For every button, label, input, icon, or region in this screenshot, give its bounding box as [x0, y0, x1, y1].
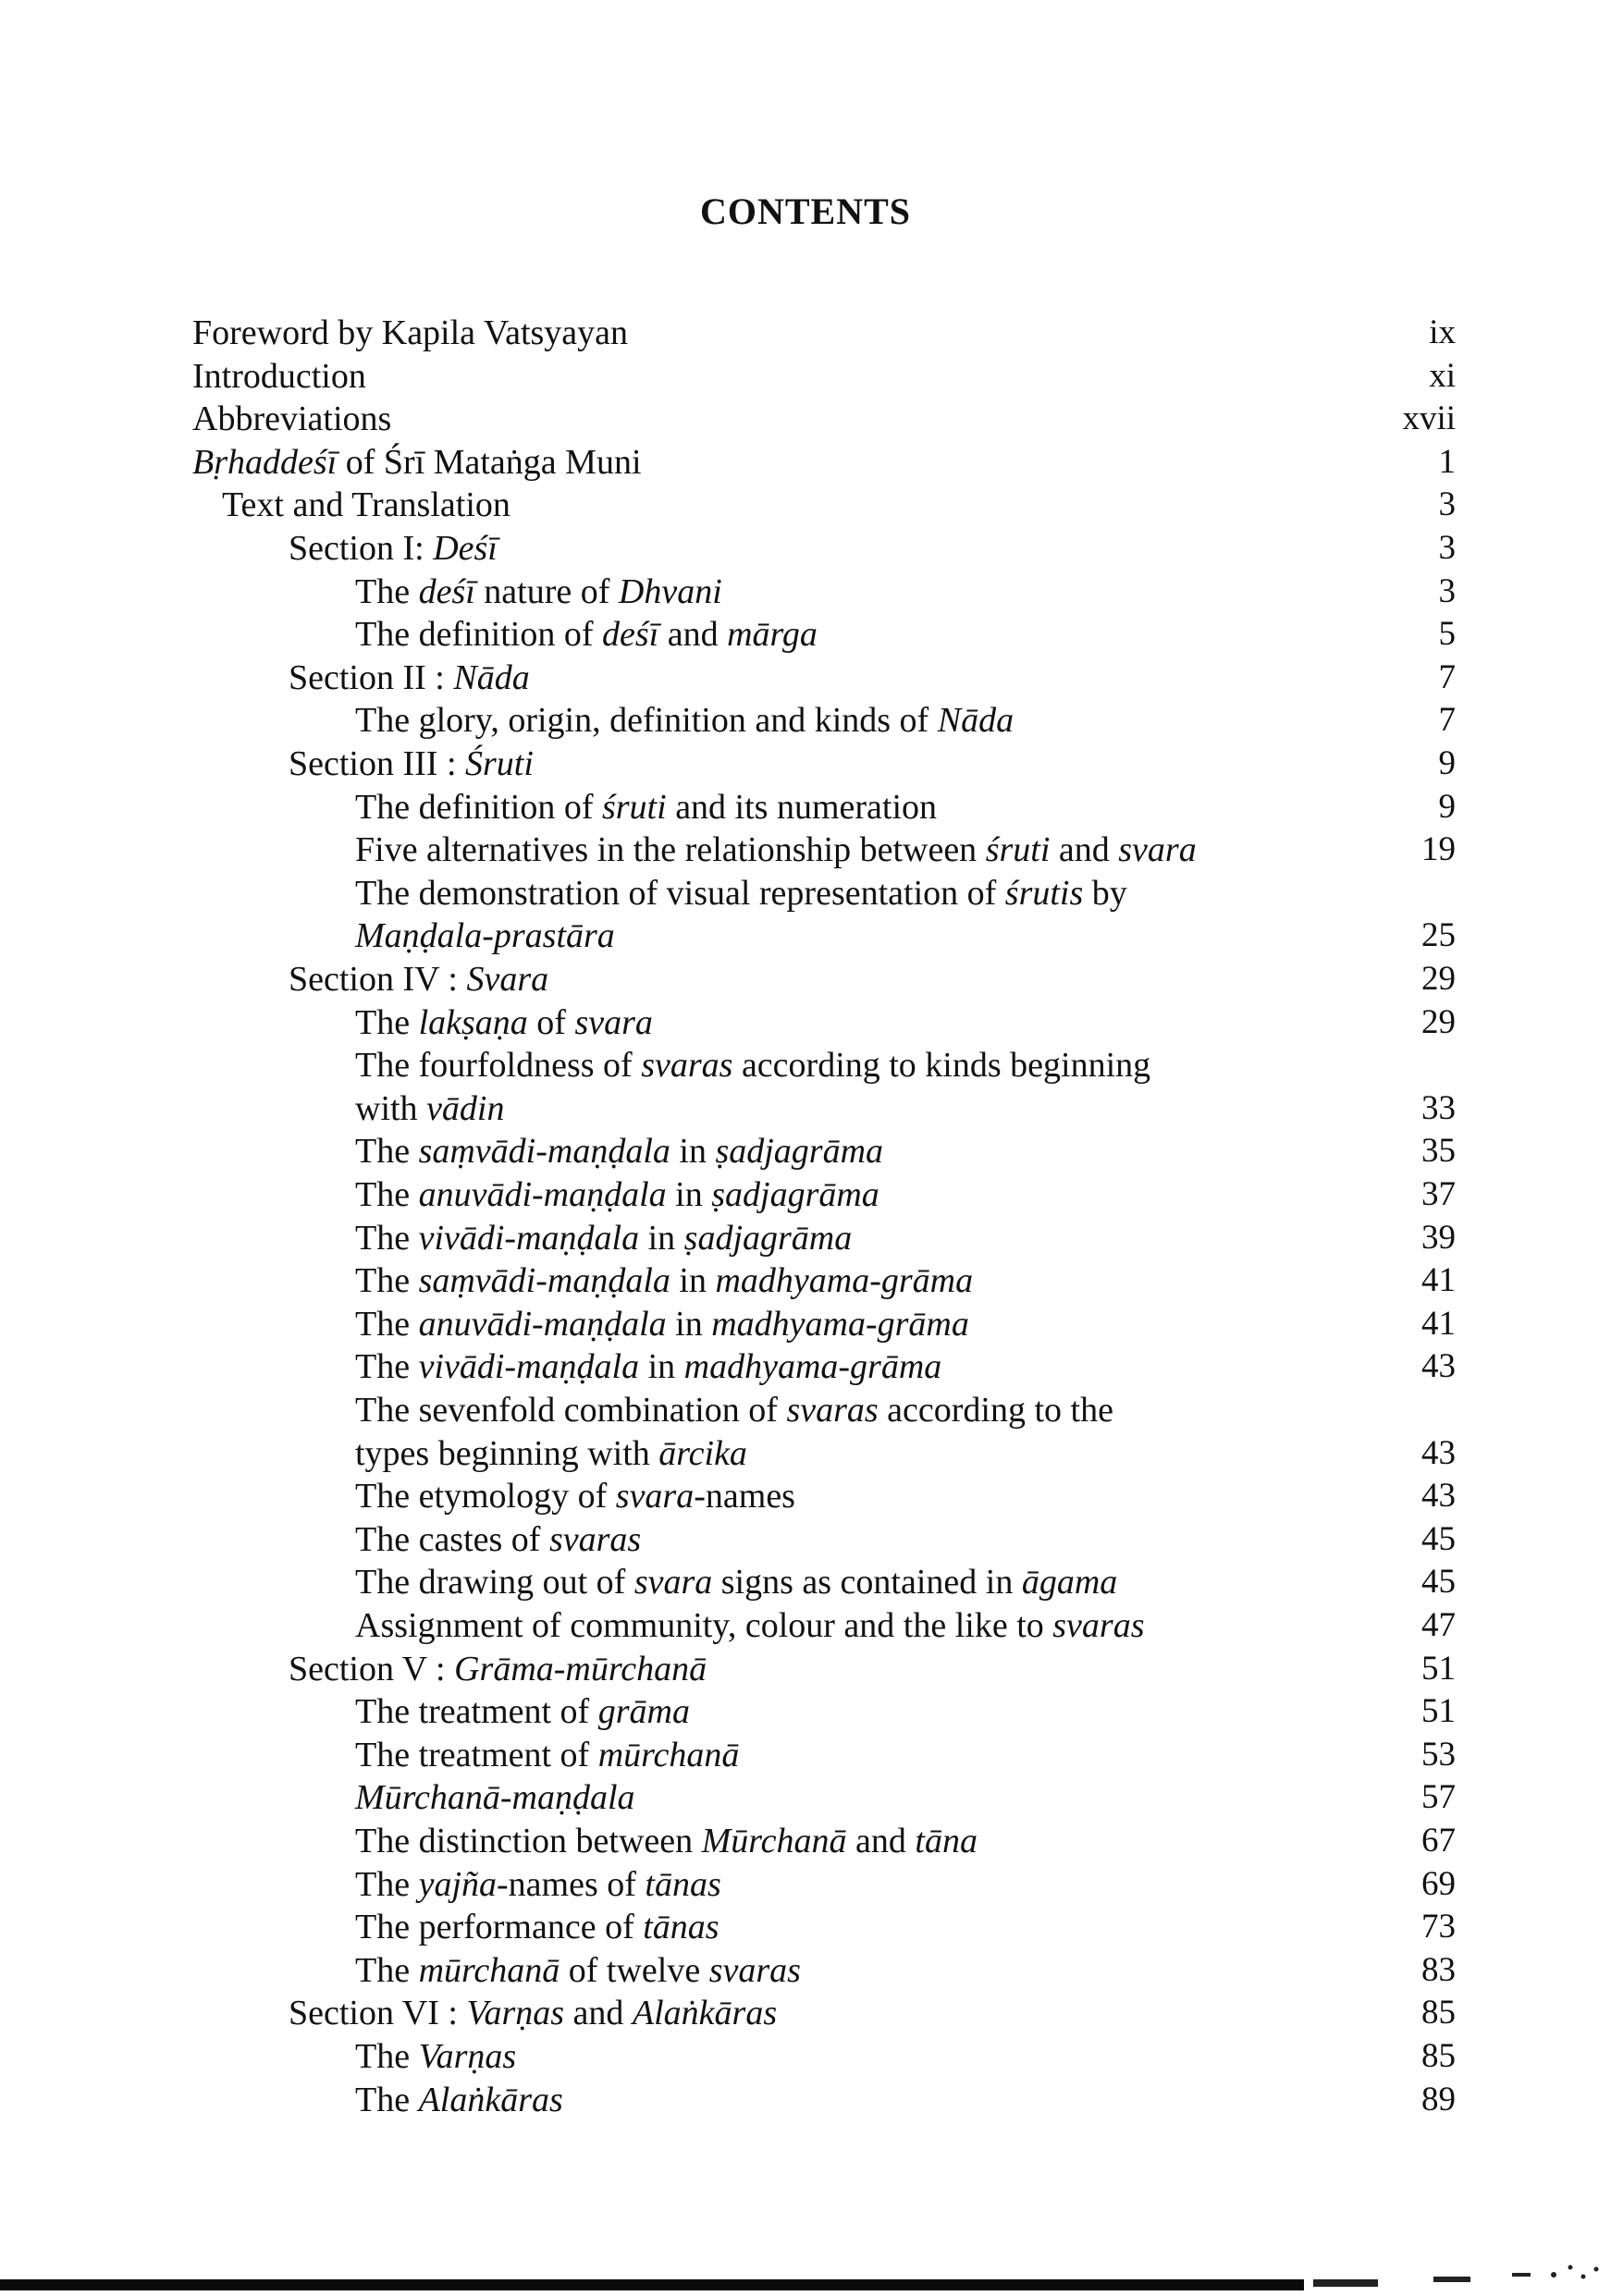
- toc-text: The: [355, 2037, 419, 2076]
- toc-text: The sevenfold combination of: [355, 1391, 787, 1430]
- toc-italic-term: svara: [574, 1003, 653, 1042]
- toc-page-number: 69: [1421, 1865, 1456, 1903]
- toc-page-number: 83: [1421, 1951, 1456, 1989]
- toc-entry: [0, 441, 1611, 484]
- toc-entry: [0, 958, 1611, 1001]
- toc-entry-title: [355, 571, 722, 613]
- toc-text: and: [564, 1994, 633, 2032]
- toc-page-number: 3: [1438, 485, 1456, 523]
- toc-entry: [0, 1863, 1611, 1906]
- toc-page-number: 43: [1421, 1347, 1456, 1385]
- toc-entry: [0, 484, 1611, 526]
- toc-italic-term: anuvādi-maṇḍala: [418, 1175, 667, 1214]
- toc-page-number: 7: [1438, 701, 1456, 739]
- toc-italic-term: tānas: [643, 1908, 719, 1946]
- toc-entry-title: [355, 1820, 978, 1862]
- toc-page-number: 43: [1421, 1477, 1456, 1515]
- toc-entry: [0, 1173, 1611, 1216]
- toc-italic-term: Nāda: [937, 701, 1015, 740]
- toc-text: Section II :: [289, 658, 454, 697]
- toc-text: with: [355, 1089, 427, 1128]
- toc-italic-term: śrutis: [1004, 874, 1084, 913]
- toc-entry-title: [355, 786, 937, 829]
- toc-italic-term: ṣadjagrāma: [715, 1132, 884, 1171]
- toc-entry-title: [355, 1259, 973, 1302]
- toc-text: Introduction: [192, 357, 366, 396]
- toc-entry: [0, 657, 1611, 699]
- toc-text: The: [355, 1347, 419, 1386]
- toc-entry-title: [355, 613, 818, 656]
- toc-entry: [0, 1992, 1611, 2034]
- toc-entry: [0, 829, 1611, 871]
- toc-entry: [0, 1734, 1611, 1776]
- toc-page-number: 73: [1421, 1908, 1456, 1946]
- toc-entry-title: [355, 829, 1197, 871]
- toc-entry-title: [355, 2079, 563, 2121]
- toc-text: The: [355, 1261, 419, 1300]
- toc-text: by: [1083, 874, 1127, 913]
- toc-entry-title: [289, 743, 534, 785]
- toc-italic-term: ṣadjagrāma: [683, 1219, 853, 1258]
- toc-text: Section V :: [289, 1650, 455, 1688]
- toc-page-number: 7: [1438, 658, 1456, 696]
- toc-entry-title: [355, 1432, 747, 1475]
- toc-italic-term: Varṇas: [466, 1994, 565, 2032]
- toc-entry: [0, 1690, 1611, 1733]
- toc-entry: [0, 355, 1611, 398]
- toc-entry-title: [192, 312, 628, 354]
- toc-entry: [0, 1044, 1611, 1087]
- toc-italic-term: tānas: [645, 1865, 721, 1904]
- toc-text: according to the: [878, 1391, 1113, 1430]
- toc-entry: [0, 1949, 1611, 1992]
- toc-italic-term: svaras: [641, 1046, 733, 1085]
- toc-text: The distinction between: [355, 1822, 702, 1860]
- toc-text: in: [639, 1347, 684, 1386]
- toc-entry: [0, 786, 1611, 829]
- toc-text: in: [670, 1261, 716, 1300]
- toc-italic-term: Mūrchanā: [701, 1822, 847, 1860]
- toc-entry: [0, 1776, 1611, 1819]
- toc-entry: [0, 1432, 1611, 1475]
- toc-page-number: 53: [1421, 1736, 1456, 1774]
- toc-text: types beginning with: [355, 1434, 659, 1473]
- toc-italic-term: grāma: [597, 1692, 690, 1731]
- toc-text: of: [527, 1003, 575, 1042]
- toc-entry: [0, 1648, 1611, 1690]
- toc-italic-term: saṃvādi-maṇḍala: [418, 1261, 670, 1300]
- toc-page-number: 45: [1421, 1520, 1456, 1558]
- toc-entry-title: [355, 1949, 801, 1992]
- toc-italic-term: vivādi-maṇḍala: [418, 1219, 640, 1258]
- toc-entry-title: [355, 915, 615, 957]
- toc-text: The etymology of: [355, 1477, 616, 1516]
- toc-page-number: xi: [1429, 357, 1456, 395]
- toc-entry-title: [355, 1734, 739, 1776]
- toc-entry-title: [355, 1044, 1150, 1087]
- toc-italic-term: deśī: [418, 572, 475, 611]
- toc-entry-title: [355, 1345, 941, 1388]
- toc-entry-title: [192, 355, 366, 398]
- toc-italic-term: āgama: [1021, 1563, 1118, 1602]
- toc-text: in: [639, 1219, 684, 1258]
- toc-page-number: 85: [1421, 2037, 1456, 2075]
- bottom-rule: [0, 2279, 1304, 2290]
- toc-text: The castes of: [355, 1520, 549, 1559]
- toc-italic-term: svaras: [708, 1951, 801, 1990]
- toc-italic-term: svaras: [786, 1391, 879, 1430]
- toc-page-number: 47: [1421, 1606, 1456, 1644]
- toc-text: The treatment of: [355, 1736, 598, 1774]
- toc-text: of twelve: [560, 1951, 709, 1990]
- toc-entry-title: [289, 1648, 707, 1690]
- toc-entry: [0, 613, 1611, 656]
- toc-page-number: 89: [1421, 2081, 1456, 2118]
- toc-italic-term: svaras: [548, 1520, 642, 1559]
- toc-italic-term: Grāma-mūrchanā: [454, 1650, 707, 1688]
- toc-italic-term: deśī: [601, 615, 659, 654]
- toc-italic-term: vivādi-maṇḍala: [418, 1347, 640, 1386]
- toc-entry-title: [355, 1776, 635, 1819]
- toc-italic-term: svaras: [1052, 1606, 1145, 1645]
- toc-text: in: [666, 1175, 712, 1214]
- toc-entry-title: [355, 1087, 505, 1130]
- toc-text: The: [355, 1951, 419, 1990]
- toc-italic-term: svara: [1118, 830, 1197, 869]
- toc-page-number: 33: [1421, 1089, 1456, 1127]
- toc-italic-term: Alaṅkāras: [632, 1994, 778, 2032]
- toc-text: The: [355, 1865, 419, 1904]
- toc-italic-term: Deśī: [433, 529, 498, 568]
- toc-italic-term: Nāda: [453, 658, 530, 697]
- toc-entry: [0, 1087, 1611, 1130]
- toc-italic-term: vādin: [426, 1089, 505, 1128]
- toc-text: The demonstration of visual representation of: [355, 874, 1005, 913]
- toc-entry: [0, 1475, 1611, 1517]
- toc-text: -names: [694, 1477, 795, 1516]
- toc-italic-term: Mūrchanā-maṇḍala: [355, 1778, 635, 1817]
- toc-entry: [0, 915, 1611, 957]
- toc-italic-term: anuvādi-maṇḍala: [418, 1305, 667, 1344]
- toc-italic-term: mārga: [727, 615, 818, 654]
- toc-text: Section IV :: [289, 960, 467, 999]
- toc-entry-title: [355, 1863, 721, 1906]
- toc-page-number: 57: [1421, 1778, 1456, 1816]
- toc-text: Section III :: [289, 744, 466, 783]
- toc-text: Abbreviations: [192, 399, 392, 438]
- toc-entry: [0, 1217, 1611, 1259]
- toc-entry-title: [355, 2035, 516, 2078]
- toc-page-number: 37: [1421, 1175, 1456, 1213]
- toc-page-number: 1: [1438, 443, 1456, 481]
- toc-entry: [0, 1389, 1611, 1431]
- toc-text: Assignment of community, colour and the like to: [355, 1606, 1053, 1645]
- toc-entry: [0, 872, 1611, 915]
- toc-text: -names of: [497, 1865, 646, 1904]
- toc-entry: [0, 1906, 1611, 1948]
- toc-entry: [0, 1345, 1611, 1388]
- toc-italic-term: ṣadjagrāma: [711, 1175, 879, 1214]
- toc-entry-title: [355, 1217, 852, 1259]
- toc-page-number: 25: [1421, 916, 1456, 954]
- toc-entry: [0, 1130, 1611, 1173]
- toc-page-number: 51: [1421, 1650, 1456, 1688]
- toc-page-number: 43: [1421, 1434, 1456, 1472]
- toc-text: The: [355, 572, 419, 611]
- toc-text: and: [846, 1822, 916, 1860]
- toc-italic-term: svara: [633, 1563, 713, 1602]
- toc-text: in: [666, 1305, 712, 1344]
- toc-text: of Śrī Mataṅga Muni: [337, 443, 642, 482]
- toc-entry: [0, 1259, 1611, 1302]
- toc-text: The definition of: [355, 615, 602, 654]
- toc-entry-title: [222, 484, 510, 526]
- toc-entry: [0, 527, 1611, 570]
- toc-page-number: 29: [1421, 1003, 1456, 1041]
- toc-entry: [0, 699, 1611, 742]
- toc-page-number: 41: [1421, 1305, 1456, 1343]
- toc-text: signs as contained in: [712, 1563, 1022, 1602]
- toc-entry-title: [355, 1389, 1113, 1431]
- toc-text: in: [670, 1132, 716, 1171]
- toc-entry-title: [289, 1992, 777, 2034]
- toc-text: according to kinds beginning: [732, 1046, 1151, 1085]
- toc-entry-title: [355, 1303, 969, 1345]
- toc-entry-title: [355, 699, 1014, 742]
- toc-italic-term: mūrchanā: [418, 1951, 560, 1990]
- toc-italic-term: lakṣaṇa: [418, 1003, 528, 1042]
- toc-page-number: 3: [1438, 572, 1456, 610]
- toc-italic-term: yajña: [418, 1865, 498, 1904]
- toc-entry: [0, 2079, 1611, 2121]
- toc-entry: [0, 743, 1611, 785]
- toc-page-number: 85: [1421, 1994, 1456, 2032]
- toc-entry: [0, 1604, 1611, 1647]
- toc-text: The: [355, 1003, 419, 1042]
- toc-text: The definition of: [355, 788, 602, 827]
- toc-entry-title: [355, 1475, 795, 1517]
- toc-entry: [0, 571, 1611, 613]
- toc-entry-title: [355, 1604, 1144, 1647]
- toc-entry-title: [355, 1561, 1117, 1603]
- toc-entry: [0, 1518, 1611, 1561]
- toc-text: Five alternatives in the relationship between: [355, 830, 986, 869]
- toc-italic-term: śruti: [601, 788, 667, 827]
- toc-italic-term: Alaṅkāras: [418, 2081, 563, 2119]
- toc-text: Foreword by Kapila Vatsyayan: [192, 313, 629, 352]
- toc-page-number: 45: [1421, 1563, 1456, 1601]
- toc-entry-title: [289, 657, 530, 699]
- toc-italic-term: ārcika: [658, 1434, 747, 1473]
- toc-text: The treatment of: [355, 1692, 598, 1731]
- toc-italic-term: Maṇḍala-prastāra: [355, 916, 615, 955]
- toc-italic-term: Dhvani: [618, 572, 722, 611]
- toc-italic-term: svara: [615, 1477, 695, 1516]
- toc-entry: [0, 1303, 1611, 1345]
- toc-page-number: 67: [1421, 1822, 1456, 1860]
- toc-entry-title: [355, 1906, 719, 1948]
- toc-entry-title: [355, 1690, 690, 1733]
- toc-italic-term: saṃvādi-maṇḍala: [418, 1132, 670, 1171]
- toc-entry: [0, 2035, 1611, 2078]
- toc-entry-title: [289, 958, 548, 1001]
- toc-entry: [0, 1561, 1611, 1603]
- toc-entry-title: [192, 441, 642, 484]
- toc-page-number: 35: [1421, 1132, 1456, 1170]
- toc-italic-term: śruti: [985, 830, 1051, 869]
- toc-text: and its numeration: [666, 788, 938, 827]
- toc-page-number: 41: [1421, 1261, 1456, 1299]
- toc-entry: [0, 398, 1611, 440]
- toc-italic-term: madhyama-grāma: [683, 1347, 942, 1386]
- toc-page-number: 19: [1421, 830, 1456, 868]
- page-title: CONTENTS: [699, 190, 912, 232]
- toc-page-number: 9: [1438, 788, 1456, 826]
- toc-entry-title: [355, 1001, 653, 1044]
- toc-text: and: [658, 615, 728, 654]
- toc-italic-term: mūrchanā: [597, 1736, 740, 1774]
- toc-text: The: [355, 1175, 419, 1214]
- toc-entry-title: [355, 1518, 641, 1561]
- toc-text: Section I:: [289, 529, 434, 568]
- toc-entry-title: [289, 527, 498, 570]
- toc-page-number: ix: [1429, 313, 1456, 351]
- toc-entry-title: [355, 1173, 879, 1216]
- toc-page-number: 3: [1438, 529, 1456, 567]
- toc-text: The: [355, 2081, 419, 2119]
- toc-text: The: [355, 1219, 419, 1258]
- toc-text: The: [355, 1305, 419, 1344]
- toc-entry: [0, 312, 1611, 354]
- toc-text: Text and Translation: [222, 485, 510, 524]
- toc-entry-title: [355, 872, 1127, 915]
- toc-italic-term: Bṛhaddeśī: [192, 443, 338, 482]
- toc-text: nature of: [474, 572, 619, 611]
- toc-italic-term: Varṇas: [418, 2037, 517, 2076]
- toc-text: Section VI :: [289, 1994, 467, 2032]
- toc-page-number: xvii: [1402, 399, 1456, 437]
- toc-page-number: 9: [1438, 744, 1456, 782]
- toc-page-number: 5: [1438, 615, 1456, 653]
- toc-italic-term: Svara: [466, 960, 549, 999]
- toc-text: The glory, origin, definition and kinds of: [355, 701, 938, 740]
- toc-italic-term: tāna: [915, 1822, 978, 1860]
- toc-text: The performance of: [355, 1908, 644, 1946]
- scan-specks: [1276, 2256, 1611, 2296]
- toc-entry: [0, 1820, 1611, 1862]
- toc-italic-term: Śruti: [465, 744, 534, 783]
- toc-text: and: [1050, 830, 1119, 869]
- toc-entry-title: [192, 398, 391, 440]
- toc-page-number: 29: [1421, 960, 1456, 998]
- toc-entry: [0, 1001, 1611, 1044]
- toc-page-number: 51: [1421, 1692, 1456, 1730]
- toc-italic-term: madhyama-grāma: [711, 1305, 969, 1344]
- toc-text: The drawing out of: [355, 1563, 634, 1602]
- toc-page-number: 39: [1421, 1219, 1456, 1257]
- toc-italic-term: madhyama-grāma: [715, 1261, 974, 1300]
- toc-text: The fourfoldness of: [355, 1046, 642, 1085]
- toc-text: The: [355, 1132, 419, 1171]
- toc-entry-title: [355, 1130, 883, 1173]
